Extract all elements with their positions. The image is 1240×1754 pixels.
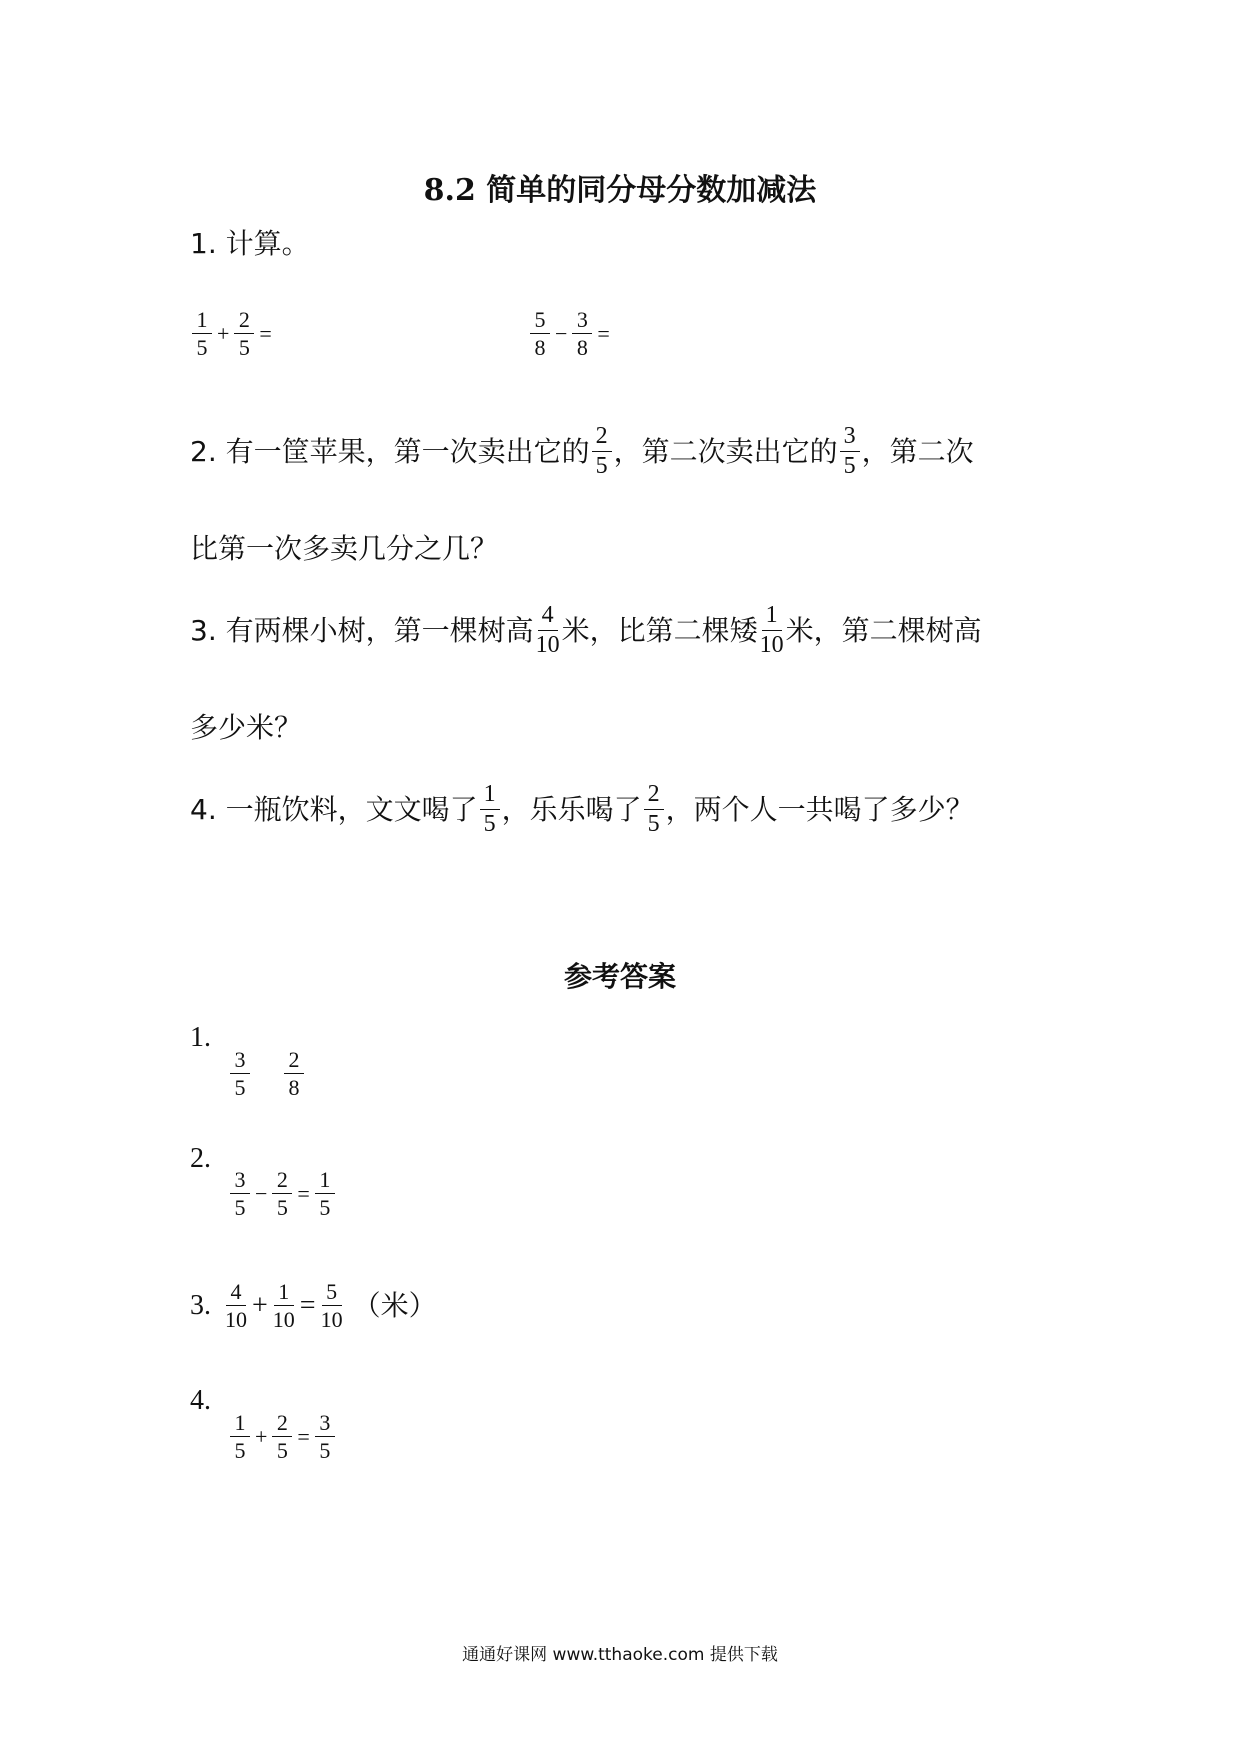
fraction: $\frac{5}{8}$: [530, 308, 550, 359]
fraction: $\frac{1}{5}$: [192, 308, 212, 359]
question-2-line-1: 2. 有一筐苹果，第一次卖出它的 $\frac{2}{5}$ ，第二次卖出它的 $\frac{3}{5}$ ，第二次: [190, 423, 974, 480]
fraction: $\frac{1}{5}$: [230, 1411, 250, 1462]
page-title: 8.2 简单的同分母分数加减法: [423, 173, 817, 208]
footer-credit: 通通好课网 www.tthaoke.com 提供下载: [462, 1645, 778, 1665]
question-1-label: 1. 计算。: [190, 227, 310, 260]
answer-2-expression: $\frac{3}{5}$ − $\frac{2}{5}$ = $\frac{1}{5}$: [228, 1168, 337, 1219]
fraction: $\frac{5}{10}$: [320, 1279, 343, 1333]
answer-4-expression: $\frac{1}{5}$ + $\frac{2}{5}$ = $\frac{3}{5}$: [228, 1411, 337, 1462]
fraction: $\frac{1}{5}$: [480, 782, 500, 837]
fraction: $\frac{2}{5}$: [272, 1168, 292, 1219]
fraction: $\frac{2}{8}$: [284, 1048, 304, 1099]
fraction: $\frac{1}{10}$: [272, 1279, 295, 1333]
fraction: $\frac{3}{5}$: [230, 1168, 250, 1219]
answer-2-label: 2.: [190, 1143, 211, 1174]
question-1-expression-b: $\frac{5}{8}$ − $\frac{3}{8}$ =: [528, 308, 613, 359]
fraction: $\frac{2}{5}$: [272, 1411, 292, 1462]
question-1-expression-a: $\frac{1}{5}$ + $\frac{2}{5}$ =: [190, 308, 275, 359]
fraction: $\frac{2}{5}$: [644, 782, 664, 837]
question-3-line-2: 多少米？: [190, 711, 303, 744]
fraction: $\frac{2}{5}$: [234, 308, 254, 359]
fraction: $\frac{4}{10}$: [535, 602, 560, 659]
answer-3-line: 3. $\frac{4}{10}$ + $\frac{1}{10}$ = $\frac{5}{10}$ （米）: [190, 1279, 437, 1333]
answer-1-label: 1.: [190, 1022, 211, 1053]
question-2-line-2: 比第一次多卖几分之几？: [190, 532, 499, 565]
answers-heading: 参考答案: [563, 960, 676, 993]
fraction: $\frac{3}{5}$: [230, 1048, 250, 1099]
answer-4-label: 4.: [190, 1385, 211, 1416]
fraction: $\frac{3}{8}$: [572, 308, 592, 359]
fraction: $\frac{4}{10}$: [225, 1279, 247, 1333]
fraction: $\frac{3}{5}$: [315, 1411, 335, 1462]
fraction: $\frac{1}{5}$: [315, 1168, 335, 1219]
question-3-line-1: 3. 有两棵小树，第一棵树高 $\frac{4}{10}$ 米，比第二棵矮 $\frac{1}{10}$ 米，第二棵树高: [190, 602, 982, 659]
fraction: $\frac{1}{10}$: [759, 602, 784, 659]
answer-1-expression: [228, 1048, 306, 1099]
fraction: $\frac{3}{5}$: [840, 424, 860, 479]
fraction: $\frac{2}{5}$: [592, 424, 612, 479]
question-4-line: 4. 一瓶饮料，文文喝了 $\frac{1}{5}$ ，乐乐喝了 $\frac{2}{5}$ ，两个人一共喝了多少？: [190, 781, 974, 838]
